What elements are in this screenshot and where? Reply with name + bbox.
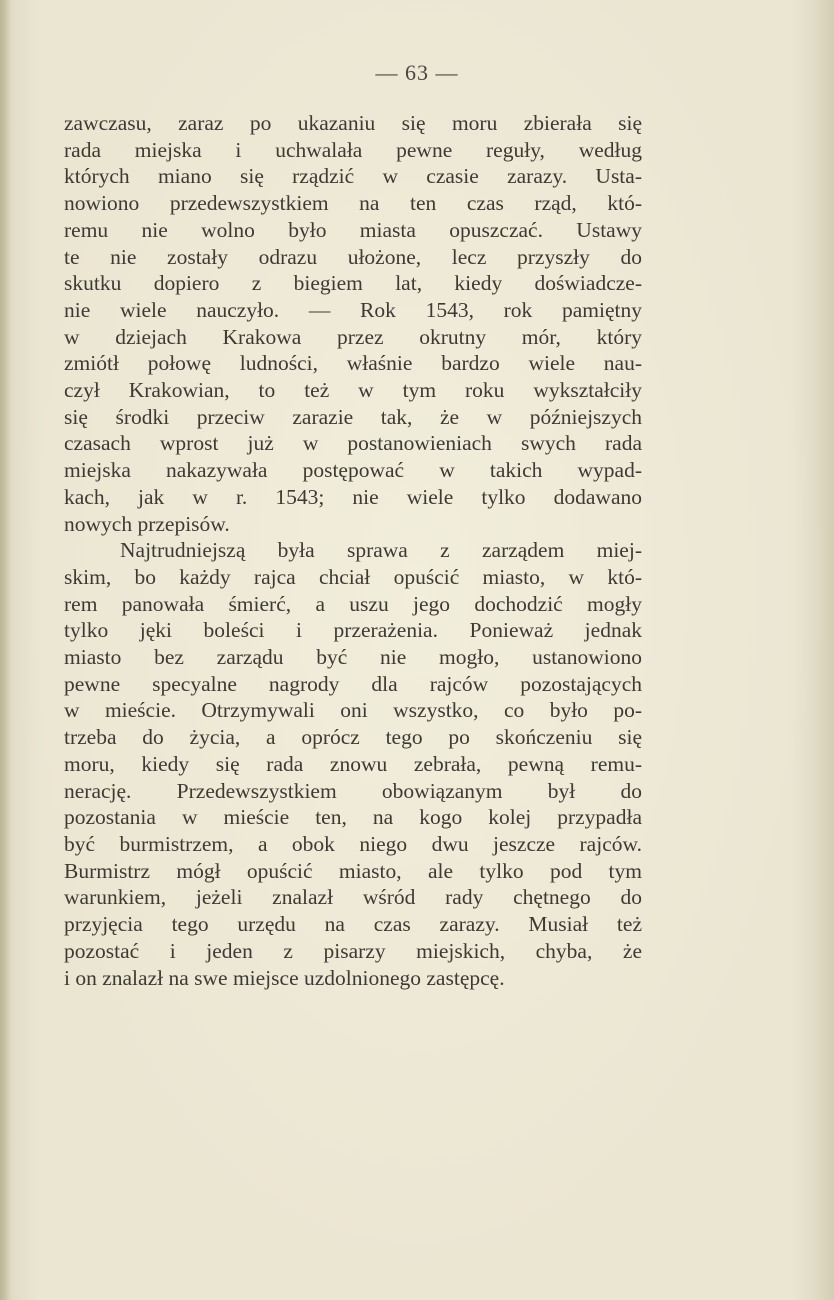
- text-line: zmiótł połowę ludności, właśnie bardzo wiele nau-: [64, 351, 642, 376]
- text-line: nowych przepisów.: [64, 511, 230, 536]
- text-line: których miano się rządzić w czasie zarazy. Usta-: [64, 164, 642, 189]
- text-line: tylko jęki boleści i przerażenia. Ponieważ jednak: [64, 618, 642, 643]
- text-line: pozostania w mieście ten, na kogo kolej przypadła: [64, 805, 642, 830]
- text-line: czył Krakowian, to też w tym roku wykształciły: [64, 378, 642, 403]
- text-line: w dziejach Krakowa przez okrutny mór, który: [64, 324, 642, 349]
- text-line: remu nie wolno było miasta opuszczać. Ustawy: [64, 217, 642, 242]
- text-line: być burmistrzem, a obok niego dwu jeszcze rajców.: [64, 831, 642, 856]
- text-line: rada miejska i uchwalała pewne reguły, według: [64, 137, 642, 162]
- text-line: się środki przeciw zarazie tak, że w późniejszych: [64, 404, 642, 429]
- text-line: pozostać i jeden z pisarzy miejskich, chyba, że: [64, 938, 642, 963]
- text-line: miejska nakazywała postępować w takich wypad-: [64, 458, 642, 483]
- text-line: czasach wprost już w postanowieniach swych rada: [64, 431, 642, 456]
- text-line: trzeba do życia, a oprócz tego po skończeniu się: [64, 725, 642, 750]
- page-number: — 63 —: [375, 60, 459, 85]
- text-line: te nie zostały odrazu ułożone, lecz przyszły do: [64, 244, 642, 269]
- text-line: przyjęcia tego urzędu na czas zarazy. Musiał też: [64, 912, 642, 937]
- body-text: [64, 110, 642, 991]
- text-line: warunkiem, jeżeli znalazł wśród rady chętnego do: [64, 885, 642, 910]
- text-line: w mieście. Otrzymywali oni wszystko, co było po-: [64, 698, 642, 723]
- text-line: Burmistrz mógł opuścić miasto, ale tylko pod tym: [64, 858, 642, 883]
- text-line: moru, kiedy się rada znowu zebrała, pewną remu-: [64, 751, 642, 776]
- text-line: Najtrudniejszą była sprawa z zarządem miej-: [120, 538, 642, 563]
- text-line: i on znalazł na swe miejsce uzdolnionego zastępcę.: [64, 965, 505, 990]
- paragraph-1: [64, 110, 642, 537]
- text-line: skutku dopiero z biegiem lat, kiedy doświadcze-: [64, 271, 642, 296]
- text-line: nie wiele nauczyło. — Rok 1543, rok pamiętny: [64, 297, 642, 322]
- text-line: miasto bez zarządu być nie mogło, ustanowiono: [64, 645, 642, 670]
- text-line: zawczasu, zaraz po ukazaniu się moru zbierała się: [64, 111, 642, 135]
- text-line: kach, jak w r. 1543; nie wiele tylko dodawano: [64, 484, 642, 509]
- text-line: rem panowała śmierć, a uszu jego dochodzić mogły: [64, 591, 642, 616]
- page-edge-shadow: [0, 0, 10, 1300]
- text-line: nowiono przedewszystkiem na ten czas rząd, któ-: [64, 191, 642, 216]
- text-line: skim, bo każdy rajca chciał opuścić miasto, w któ-: [64, 564, 642, 589]
- text-line: pewne specyalne nagrody dla rajców pozostających: [64, 671, 642, 696]
- text-line: nerację. Przedewszystkiem obowiązanym był do: [64, 778, 642, 803]
- paragraph-2: [64, 537, 642, 991]
